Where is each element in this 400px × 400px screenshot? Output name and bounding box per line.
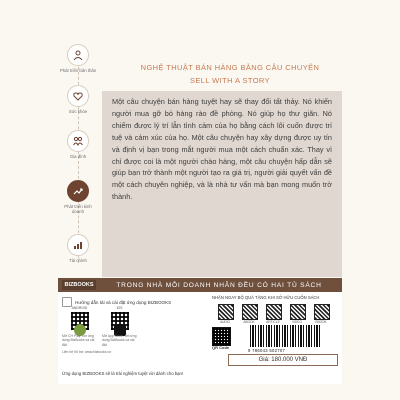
price-tag: Giá: 180.000 VNĐ: [228, 354, 338, 366]
publisher-banner: [58, 278, 342, 292]
isbn-barcode: [250, 325, 320, 347]
qr-label-abook: ABOOK: [243, 320, 255, 324]
sidebar-item-health: [58, 85, 98, 114]
audio-qr-icon: [218, 304, 234, 320]
gift-heading: NHẬN NGAY BỘ QUÀ TẶNG KHI SỞ HỮU CUỐN SÁCH: [212, 295, 320, 300]
health-icon: [67, 85, 89, 107]
person-growth-icon: [67, 44, 89, 66]
sidebar-item-family: [58, 130, 98, 159]
main-qr-code-icon: [212, 327, 231, 346]
sidebar-item-self-development: [58, 44, 98, 73]
ebook-qr-icon: [314, 304, 330, 320]
app-guide-heading-text: Hướng dẫn tải và cài đặt ứng dụng BIZBOOKS: [75, 299, 172, 305]
qr-label-article: ARTICLE: [266, 320, 280, 324]
sidebar-item-label: Sức khỏe: [68, 109, 88, 114]
finance-chart-icon: [67, 234, 89, 256]
qr-code-label: QR Code: [212, 345, 230, 350]
book-title-vietnamese: NGHỆ THUẬT BÁN HÀNG BẰNG CÂU CHUYỆN: [140, 63, 320, 72]
book-description: Một câu chuyện bán hàng tuyệt hay sẽ thay đổi tất thảy. Nó khiến người mua gỡ bỏ hàng rào đề phòng. Nó giúp họ thư giãn. Nó chiếm được lý trí lẫn tình cảm của họ bằng cách lôi cuốn được trí tuệ và cảm xúc của họ. Một câu chuyện hay xây dựng được uy tín và định vị bạn trong mắt người mua một cách chuẩn xác. Thay vì chỉ được coi là một người chào hàng, một câu chuyện hấp dẫn sẽ giúp bạn trở thành một người tạo ra giá trị, người giải quyết vấn đề một cách chuyên nghiệp, và là nhà tư vấn mà bạn mong muốn trở thành.: [112, 97, 332, 202]
abook-qr-icon: [242, 304, 258, 320]
support-contact: Liên hệ hỗ trợ: www.bizbooks.vn: [62, 350, 111, 354]
family-icon: [67, 130, 89, 152]
ios-note: Mở App Store, tìm ứng dụng BizBooks và cài đặt: [102, 334, 137, 347]
article-qr-icon: [266, 304, 282, 320]
sidebar-item-business: [58, 180, 98, 214]
qr-label-video: VIDEO: [292, 320, 302, 324]
app-footer-note: Ứng dụng BIZBOOKS sẽ là trải nghiệm tuyệt vời dành cho bạn!: [62, 371, 184, 376]
sidebar-item-label: Gia đình: [69, 154, 87, 159]
sidebar-item-finance: [58, 234, 98, 263]
sidebar-item-label: Tài chính: [69, 258, 87, 263]
android-label: ANDROID: [71, 306, 88, 310]
business-growth-icon: [67, 180, 89, 202]
barcode-number: 9 786043 502707: [248, 348, 286, 353]
sidebar-item-label: Phát triển kinh doanh: [64, 204, 92, 215]
android-note: Mở CH Play, tìm ứng dụng BizBooks và cài đặt: [62, 334, 95, 347]
qr-label-ebook: EBOOK: [315, 320, 327, 324]
bizbooks-logo: BIZBOOKS: [62, 280, 96, 290]
qr-label-audio: AUDIO: [219, 320, 231, 324]
sidebar-item-label: Phát triển bản thân: [59, 68, 97, 73]
video-qr-icon: [290, 304, 306, 320]
book-title-english: SELL WITH A STORY: [189, 76, 271, 85]
ios-label: IOS: [116, 306, 123, 310]
banner-slogan: TRONG NHÀ MỖI DOANH NHÂN ĐỀU CÓ HAI TỦ SÁCH: [116, 281, 322, 289]
